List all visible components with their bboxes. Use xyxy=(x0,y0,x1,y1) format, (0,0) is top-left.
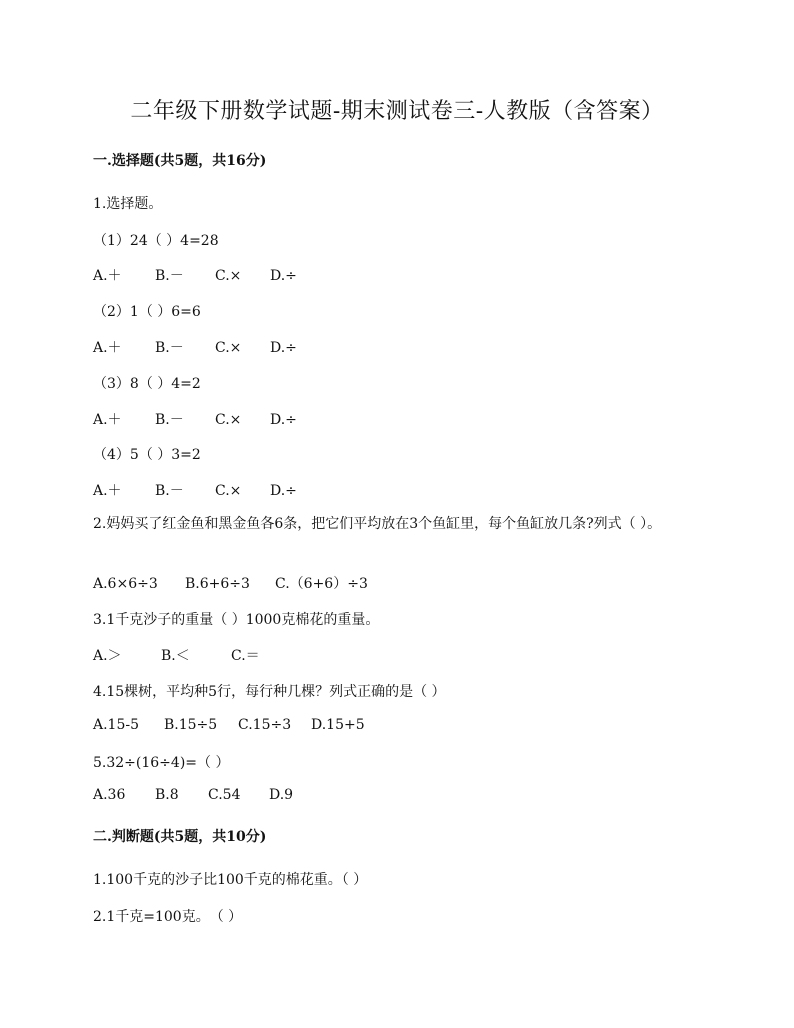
option-b: B.－ xyxy=(155,340,184,356)
option-b: B.8 xyxy=(155,787,179,803)
subquestion-2-label: （2）1（ ）6=6 xyxy=(93,304,201,320)
option-a: A.6×6÷3 xyxy=(93,576,158,592)
option-d: D.÷ xyxy=(270,268,297,284)
question-4-options xyxy=(93,717,365,733)
option-a: A.36 xyxy=(93,787,126,803)
page-title: 二年级下册数学试题-期末测试卷三-人教版（含答案） xyxy=(130,99,664,124)
judgement-1-stem: 1.100千克的沙子比100千克的棉花重。（ ） xyxy=(93,872,368,888)
option-b: B.6+6÷3 xyxy=(185,576,250,592)
option-d: D.9 xyxy=(269,787,294,803)
subquestion-4-options xyxy=(93,480,297,500)
option-c: C.＝ xyxy=(231,648,260,664)
option-a: A.＋ xyxy=(93,483,122,499)
option-a: A.＋ xyxy=(93,412,122,428)
subquestion-2-options xyxy=(93,337,297,357)
option-d: D.÷ xyxy=(270,340,297,356)
option-b: B.－ xyxy=(155,483,184,499)
option-d: D.15+5 xyxy=(311,717,365,733)
option-c: C.× xyxy=(215,340,242,356)
section-heading-judgement: 二.判断题(共5题，共10分) xyxy=(93,829,267,845)
subquestion-4-label: （4）5（ ）3=2 xyxy=(93,447,201,463)
option-a: A.15-5 xyxy=(93,717,140,733)
option-a: A.＋ xyxy=(93,340,122,356)
question-2-stem: 2.妈妈买了红金鱼和黑金鱼各6条，把它们平均放在3个鱼缸里，每个鱼缸放几条?列式（ ）。 xyxy=(93,516,662,532)
subquestion-3-options xyxy=(93,409,297,429)
option-c: C.15÷3 xyxy=(238,717,292,733)
option-c: C.× xyxy=(215,268,242,284)
subquestion-1-label: （1）24（ ）4=28 xyxy=(93,233,219,249)
question-4-stem: 4.15棵树，平均种5行，每行种几棵？列式正确的是（ ） xyxy=(93,684,446,700)
question-3-stem: 3.1千克沙子的重量（ ）1000克棉花的重量。 xyxy=(93,612,380,628)
option-a: A.＞ xyxy=(93,648,122,664)
option-c: C.54 xyxy=(208,787,241,803)
option-d: D.÷ xyxy=(270,483,297,499)
option-b: B.＜ xyxy=(161,648,190,664)
section-heading-choice: 一.选择题(共5题，共16分) xyxy=(93,153,267,169)
option-d: D.÷ xyxy=(270,412,297,428)
question-2-options xyxy=(93,573,368,593)
option-c: C.× xyxy=(215,483,242,499)
option-b: B.－ xyxy=(155,268,184,284)
subquestion-3-label: （3）8（ ）4=2 xyxy=(93,376,201,392)
question-1-stem: 1.选择题。 xyxy=(93,196,163,212)
question-5-stem: 5.32÷(16÷4)=（ ） xyxy=(93,755,230,771)
option-c: C.× xyxy=(215,412,242,428)
option-b: B.15÷5 xyxy=(164,717,218,733)
option-a: A.＋ xyxy=(93,268,122,284)
subquestion-1-options xyxy=(93,265,297,285)
question-5-options xyxy=(93,787,293,803)
judgement-2-stem: 2.1千克=100克。 （ ） xyxy=(93,909,243,925)
question-3-options xyxy=(93,645,260,665)
option-c: C.（6+6）÷3 xyxy=(275,576,368,592)
option-b: B.－ xyxy=(155,412,184,428)
